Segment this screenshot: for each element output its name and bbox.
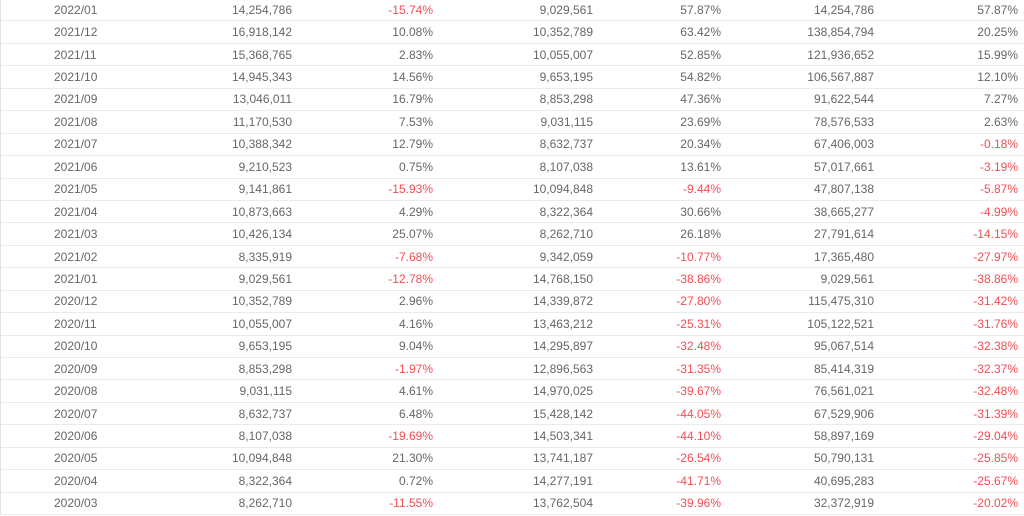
cell-prior-value: 14,768,150	[532, 271, 593, 286]
table-row	[1, 0, 1024, 21]
cell-prior-value: 14,339,872	[532, 294, 593, 309]
cell-yoy-change: -39.67%	[676, 384, 721, 399]
table-row	[1, 403, 1024, 425]
cell-mom-change: 14.56%	[392, 70, 433, 85]
cell-month: 2021/10	[54, 70, 98, 85]
cell-prior-value: 8,322,364	[539, 204, 593, 219]
table-row	[1, 44, 1024, 66]
cell-monthly-value: 14,945,343	[231, 70, 292, 85]
cell-yoy-change: 30.66%	[680, 204, 721, 219]
cell-mom-change: -19.69%	[388, 429, 433, 444]
cell-monthly-value: 15,368,765	[231, 47, 292, 62]
cell-monthly-value: 9,141,861	[238, 182, 292, 197]
cell-cumulative-value: 47,807,138	[813, 182, 874, 197]
cell-monthly-value: 8,632,737	[238, 406, 292, 421]
cell-monthly-value: 11,170,530	[232, 114, 292, 129]
cell-yoy-change: -44.05%	[676, 406, 721, 421]
cell-cumulative-value: 115,475,310	[808, 294, 874, 309]
cell-cumulative-yoy: -4.99%	[979, 204, 1018, 219]
cell-monthly-value: 9,653,195	[238, 339, 292, 354]
cell-month: 2021/07	[54, 137, 98, 152]
table-row	[1, 111, 1024, 133]
cell-cumulative-yoy: -27.97%	[973, 249, 1018, 264]
table-row	[1, 313, 1024, 335]
cell-cumulative-yoy: -25.67%	[973, 473, 1018, 488]
cell-monthly-value: 8,262,710	[238, 496, 292, 511]
cell-cumulative-yoy: -31.39%	[973, 406, 1018, 421]
cell-mom-change: 2.83%	[398, 47, 433, 62]
cell-cumulative-yoy: 57.87%	[977, 2, 1018, 17]
cell-cumulative-value: 58,897,169	[813, 429, 874, 444]
cell-mom-change: 10.08%	[392, 25, 433, 40]
cell-yoy-change: -31.35%	[676, 361, 721, 376]
cell-cumulative-yoy: -3.19%	[979, 159, 1018, 174]
table-row	[1, 268, 1024, 290]
table-row	[1, 336, 1024, 358]
cell-mom-change: 12.79%	[392, 137, 433, 152]
cell-cumulative-yoy: -32.37%	[973, 361, 1018, 376]
table-row	[1, 470, 1024, 492]
cell-month: 2021/01	[54, 271, 98, 286]
cell-monthly-value: 9,210,523	[238, 159, 292, 174]
cell-cumulative-yoy: -31.42%	[973, 294, 1018, 309]
cell-prior-value: 15,428,142	[532, 406, 593, 421]
cell-cumulative-yoy: 7.27%	[983, 92, 1018, 107]
table-row	[1, 246, 1024, 268]
cell-mom-change: 16.79%	[392, 92, 433, 107]
cell-month: 2020/06	[54, 429, 98, 444]
cell-month: 2020/03	[54, 496, 98, 511]
cell-month: 2020/11	[54, 316, 97, 331]
cell-mom-change: 25.07%	[392, 227, 433, 242]
cell-month: 2020/08	[54, 384, 98, 399]
cell-prior-value: 13,463,212	[532, 316, 593, 331]
cell-yoy-change: -32.48%	[676, 339, 721, 354]
table-row	[1, 66, 1024, 88]
cell-monthly-value: 13,046,011	[232, 92, 292, 107]
cell-cumulative-value: 85,414,319	[813, 361, 874, 376]
cell-cumulative-yoy: 12.10%	[977, 70, 1018, 85]
cell-prior-value: 8,853,298	[539, 92, 593, 107]
cell-mom-change: 4.29%	[398, 204, 433, 219]
cell-cumulative-yoy: 2.63%	[983, 114, 1018, 129]
cell-prior-value: 9,029,561	[539, 2, 593, 17]
cell-prior-value: 14,277,191	[532, 473, 593, 488]
cell-prior-value: 12,896,563	[532, 361, 593, 376]
cell-prior-value: 8,632,737	[539, 137, 593, 152]
cell-cumulative-value: 27,791,614	[813, 227, 874, 242]
cell-cumulative-value: 95,067,514	[813, 339, 874, 354]
cell-cumulative-value: 32,372,919	[813, 496, 874, 511]
cell-monthly-value: 10,426,134	[231, 227, 292, 242]
cell-prior-value: 9,031,115	[540, 114, 593, 129]
cell-yoy-change: -41.71%	[676, 473, 721, 488]
cell-mom-change: -15.93%	[388, 182, 433, 197]
cell-yoy-change: -39.96%	[676, 496, 721, 511]
cell-mom-change: 7.53%	[398, 114, 433, 129]
cell-monthly-value: 10,388,342	[231, 137, 292, 152]
cell-yoy-change: 54.82%	[680, 70, 721, 85]
cell-monthly-value: 10,055,007	[231, 316, 292, 331]
cell-cumulative-value: 105,122,521	[807, 316, 874, 331]
cell-month: 2021/02	[54, 249, 98, 264]
cell-yoy-change: 20.34%	[680, 137, 721, 152]
cell-month: 2021/06	[54, 159, 98, 174]
cell-cumulative-value: 121,936,652	[807, 47, 874, 62]
cell-yoy-change: -9.44%	[682, 182, 721, 197]
cell-prior-value: 10,055,007	[532, 47, 593, 62]
cell-month: 2020/09	[54, 361, 98, 376]
cell-prior-value: 14,970,025	[532, 384, 593, 399]
cell-month: 2021/09	[54, 92, 98, 107]
cell-cumulative-value: 57,017,661	[813, 159, 874, 174]
cell-cumulative-value: 17,365,480	[813, 249, 874, 264]
cell-mom-change: 6.48%	[398, 406, 433, 421]
cell-mom-change: 0.72%	[398, 473, 433, 488]
cell-yoy-change: -27.80%	[676, 294, 721, 309]
cell-monthly-value: 10,873,663	[231, 204, 292, 219]
cell-monthly-value: 8,322,364	[238, 473, 292, 488]
cell-cumulative-yoy: -32.38%	[973, 339, 1018, 354]
cell-mom-change: -12.78%	[388, 271, 433, 286]
table-row	[1, 380, 1024, 402]
cell-cumulative-yoy: 15.99%	[977, 47, 1018, 62]
cell-cumulative-value: 38,665,277	[813, 204, 874, 219]
cell-month: 2020/10	[54, 339, 98, 354]
cell-cumulative-value: 76,561,021	[813, 384, 874, 399]
table-row	[1, 156, 1024, 178]
cell-prior-value: 14,503,341	[532, 429, 593, 444]
cell-cumulative-yoy: -5.87%	[979, 182, 1018, 197]
cell-yoy-change: 13.61%	[680, 159, 721, 174]
cell-cumulative-yoy: 20.25%	[977, 25, 1018, 40]
cell-prior-value: 13,762,504	[532, 496, 593, 511]
cell-month: 2020/05	[54, 451, 98, 466]
cell-cumulative-yoy: -38.86%	[973, 271, 1018, 286]
table-row	[1, 448, 1024, 470]
cell-month: 2020/07	[54, 406, 98, 421]
cell-monthly-value: 9,029,561	[238, 271, 292, 286]
cell-mom-change: 9.04%	[398, 339, 433, 354]
cell-cumulative-yoy: -29.04%	[973, 429, 1018, 444]
cell-monthly-value: 16,918,142	[231, 25, 292, 40]
cell-month: 2021/08	[54, 114, 98, 129]
cell-mom-change: -1.97%	[394, 361, 433, 376]
table-row	[1, 134, 1024, 156]
cell-mom-change: 2.96%	[398, 294, 433, 309]
cell-cumulative-value: 9,029,561	[820, 271, 874, 286]
cell-cumulative-value: 67,406,003	[813, 137, 874, 152]
table-row	[1, 21, 1024, 43]
cell-yoy-change: -44.10%	[676, 429, 721, 444]
cell-cumulative-yoy: -0.18%	[979, 137, 1018, 152]
cell-month: 2021/05	[54, 182, 98, 197]
cell-cumulative-yoy: -31.76%	[973, 316, 1018, 331]
cell-prior-value: 14,295,897	[532, 339, 593, 354]
table-row	[1, 223, 1024, 245]
table-row	[1, 201, 1024, 223]
cell-mom-change: 4.61%	[398, 384, 433, 399]
cell-mom-change: -7.68%	[394, 249, 433, 264]
cell-cumulative-yoy: -32.48%	[973, 384, 1018, 399]
cell-month: 2022/01	[54, 2, 98, 17]
table-row	[1, 179, 1024, 201]
cell-yoy-change: -25.31%	[676, 316, 721, 331]
cell-monthly-value: 8,853,298	[238, 361, 292, 376]
cell-mom-change: -11.55%	[389, 496, 433, 511]
cell-monthly-value: 9,031,115	[239, 384, 292, 399]
cell-yoy-change: -26.54%	[676, 451, 721, 466]
cell-mom-change: 0.75%	[398, 159, 433, 174]
table-row	[1, 493, 1024, 515]
cell-cumulative-value: 91,622,544	[813, 92, 874, 107]
cell-month: 2020/04	[54, 473, 98, 488]
cell-yoy-change: 52.85%	[680, 47, 721, 62]
cell-cumulative-value: 138,854,794	[807, 25, 874, 40]
cell-monthly-value: 8,107,038	[238, 429, 292, 444]
cell-yoy-change: 57.87%	[680, 2, 721, 17]
cell-prior-value: 10,094,848	[532, 182, 593, 197]
cell-cumulative-value: 14,254,786	[813, 2, 874, 17]
cell-cumulative-value: 106,567,887	[807, 70, 874, 85]
cell-yoy-change: 63.42%	[680, 25, 721, 40]
cell-cumulative-yoy: -25.85%	[973, 451, 1018, 466]
table-row	[1, 89, 1024, 111]
cell-yoy-change: 26.18%	[680, 227, 721, 242]
cell-cumulative-value: 67,529,906	[813, 406, 874, 421]
cell-cumulative-yoy: -14.15%	[973, 227, 1018, 242]
table-row	[1, 291, 1024, 313]
cell-prior-value: 9,342,059	[539, 249, 593, 264]
cell-monthly-value: 14,254,786	[231, 2, 292, 17]
cell-mom-change: 21.30%	[392, 451, 433, 466]
cell-prior-value: 8,262,710	[539, 227, 593, 242]
cell-monthly-value: 10,094,848	[231, 451, 292, 466]
cell-cumulative-value: 50,790,131	[813, 451, 874, 466]
cell-monthly-value: 8,335,919	[238, 249, 292, 264]
cell-mom-change: -15.74%	[388, 2, 433, 17]
cell-month: 2021/04	[54, 204, 98, 219]
cell-yoy-change: -10.77%	[676, 249, 721, 264]
cell-month: 2021/03	[54, 227, 98, 242]
cell-month: 2021/11	[54, 47, 97, 62]
cell-prior-value: 9,653,195	[539, 70, 593, 85]
cell-yoy-change: 23.69%	[680, 114, 721, 129]
cell-cumulative-yoy: -20.02%	[973, 496, 1018, 511]
cell-cumulative-value: 78,576,533	[813, 114, 874, 129]
cell-month: 2020/12	[54, 294, 98, 309]
cell-prior-value: 10,352,789	[532, 25, 593, 40]
cell-prior-value: 13,741,187	[532, 451, 593, 466]
cell-month: 2021/12	[54, 25, 98, 40]
cell-yoy-change: 47.36%	[680, 92, 721, 107]
cell-cumulative-value: 40,695,283	[813, 473, 874, 488]
cell-monthly-value: 10,352,789	[231, 294, 292, 309]
cell-mom-change: 4.16%	[398, 316, 433, 331]
cell-prior-value: 8,107,038	[539, 159, 593, 174]
cell-yoy-change: -38.86%	[676, 271, 721, 286]
table-row	[1, 425, 1024, 447]
table-row	[1, 358, 1024, 380]
